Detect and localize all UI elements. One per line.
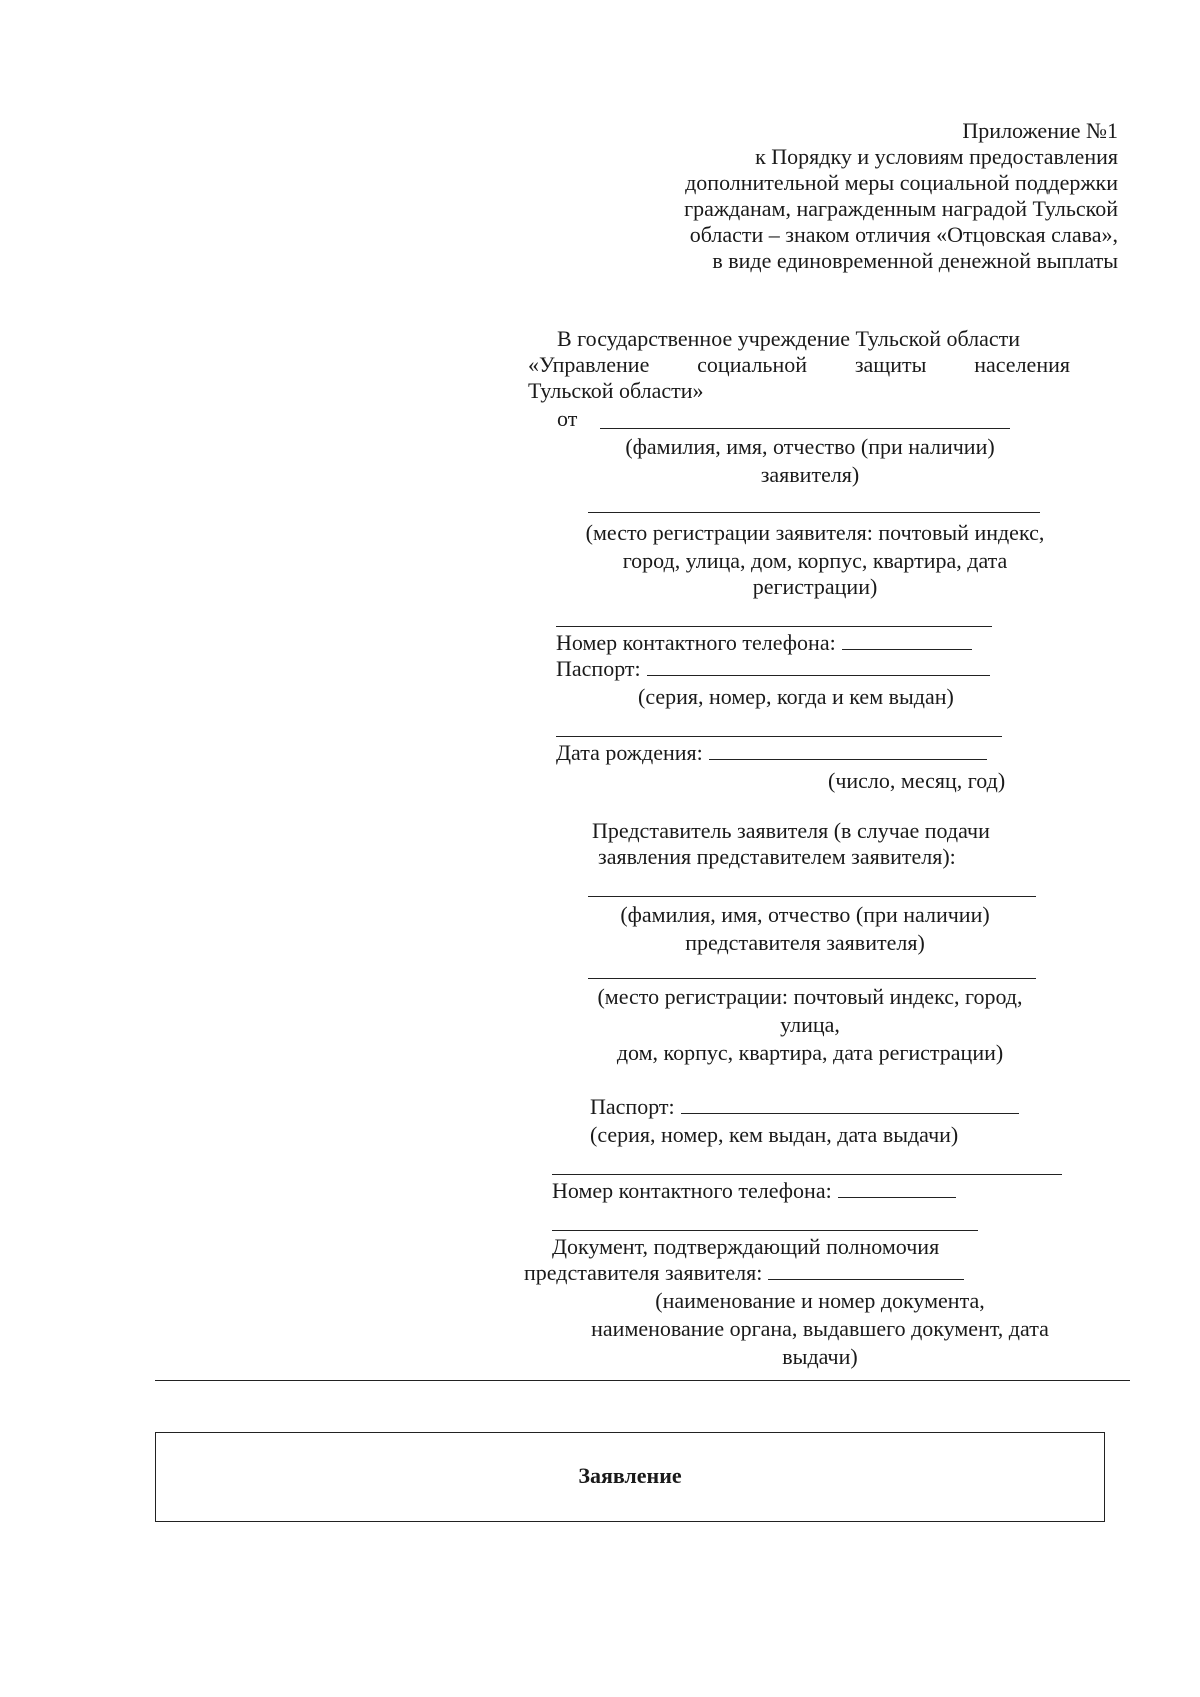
applicant-passport-field[interactable] — [647, 657, 990, 676]
representative-passport-label: Паспорт: — [590, 1094, 675, 1119]
applicant-passport-hint: (серия, номер, когда и кем выдан) — [638, 684, 954, 709]
representative-name-line[interactable] — [588, 896, 1036, 897]
applicant-phone-label: Номер контактного телефона: — [556, 630, 836, 655]
applicant-name-hint-2: заявителя) — [760, 462, 860, 487]
applicant-address-line-2[interactable] — [556, 626, 992, 627]
representative-doc-field[interactable] — [768, 1261, 964, 1280]
applicant-name-hint-1: (фамилия, имя, отчество (при наличии) — [625, 434, 995, 459]
applicant-reg-hint-3: регистрации) — [752, 574, 878, 599]
applicant-address-line[interactable] — [588, 512, 1040, 513]
applicant-dob-hint: (число, месяц, год) — [828, 768, 1006, 793]
statement-title: Заявление — [578, 1463, 682, 1488]
representative-passport-field[interactable] — [681, 1095, 1019, 1114]
representative-doc-hint-2: наименование органа, выдавшего документ, дата — [591, 1316, 1049, 1341]
appendix-line: в виде единовременной денежной выплаты — [712, 248, 1118, 273]
appendix-line: к Порядку и условиям предоставления — [755, 144, 1118, 169]
applicant-phone-row — [556, 630, 972, 656]
representative-heading-2: заявления представителем заявителя): — [598, 844, 956, 869]
appendix-line: Приложение №1 — [962, 118, 1118, 143]
representative-reg-hint-1: (место регистрации: почтовый индекс, город, — [597, 984, 1023, 1009]
representative-passport-hint: (серия, номер, кем выдан, дата выдачи) — [590, 1122, 959, 1147]
applicant-reg-hint-1: (место регистрации заявителя: почтовый индекс, — [585, 520, 1045, 545]
representative-phone-label: Номер контактного телефона: — [552, 1178, 832, 1203]
statement-box — [155, 1432, 1105, 1522]
addressee-line-2 — [528, 352, 1070, 378]
applicant-passport-line-2[interactable] — [556, 736, 1002, 737]
appendix-line: дополнительной меры социальной поддержки — [685, 170, 1118, 195]
representative-reg-hint-2: улица, — [780, 1012, 840, 1037]
addressee-word: социальной — [697, 352, 807, 377]
representative-doc-hint-3: выдачи) — [782, 1344, 858, 1369]
representative-doc-label-1: Документ, подтверждающий полномочия — [552, 1234, 940, 1259]
addressee-word: населения — [974, 352, 1070, 377]
applicant-phone-field[interactable] — [842, 631, 972, 650]
representative-name-hint-1: (фамилия, имя, отчество (при наличии) — [620, 902, 990, 927]
applicant-reg-hint-2: город, улица, дом, корпус, квартира, дата — [622, 548, 1008, 573]
representative-address-line[interactable] — [588, 978, 1036, 979]
addressee-word: защиты — [854, 352, 927, 377]
full-width-separator — [155, 1380, 1130, 1381]
representative-passport-line-2[interactable] — [552, 1174, 1062, 1175]
representative-passport-row — [590, 1094, 1019, 1120]
representative-phone-field[interactable] — [838, 1179, 956, 1198]
applicant-dob-field[interactable] — [709, 741, 987, 760]
applicant-dob-row — [556, 740, 987, 766]
addressee-line-3: Тульской области» — [528, 378, 704, 403]
representative-name-hint-2: представителя заявителя) — [685, 930, 925, 955]
representative-heading-1: Представитель заявителя (в случае подачи — [592, 818, 990, 843]
applicant-passport-label: Паспорт: — [556, 656, 641, 681]
representative-doc-label-2: представителя заявителя: — [524, 1260, 763, 1285]
appendix-header — [598, 118, 1118, 274]
from-label: от — [557, 406, 578, 431]
representative-reg-hint-3: дом, корпус, квартира, дата регистрации) — [616, 1040, 1004, 1065]
addressee-word: «Управление — [528, 352, 650, 377]
addressee-line-1: В государственное учреждение Тульской области — [557, 326, 1021, 351]
representative-separator-line[interactable] — [552, 1230, 978, 1231]
applicant-dob-label: Дата рождения: — [556, 740, 703, 765]
representative-doc-row — [524, 1260, 964, 1286]
applicant-name-line[interactable] — [600, 428, 1010, 429]
applicant-passport-row — [556, 656, 990, 682]
representative-phone-row — [552, 1178, 956, 1204]
representative-doc-hint-1: (наименование и номер документа, — [655, 1288, 985, 1313]
appendix-line: гражданам, награжденным наградой Тульской — [684, 196, 1118, 221]
appendix-line: области – знаком отличия «Отцовская слава», — [689, 222, 1118, 247]
